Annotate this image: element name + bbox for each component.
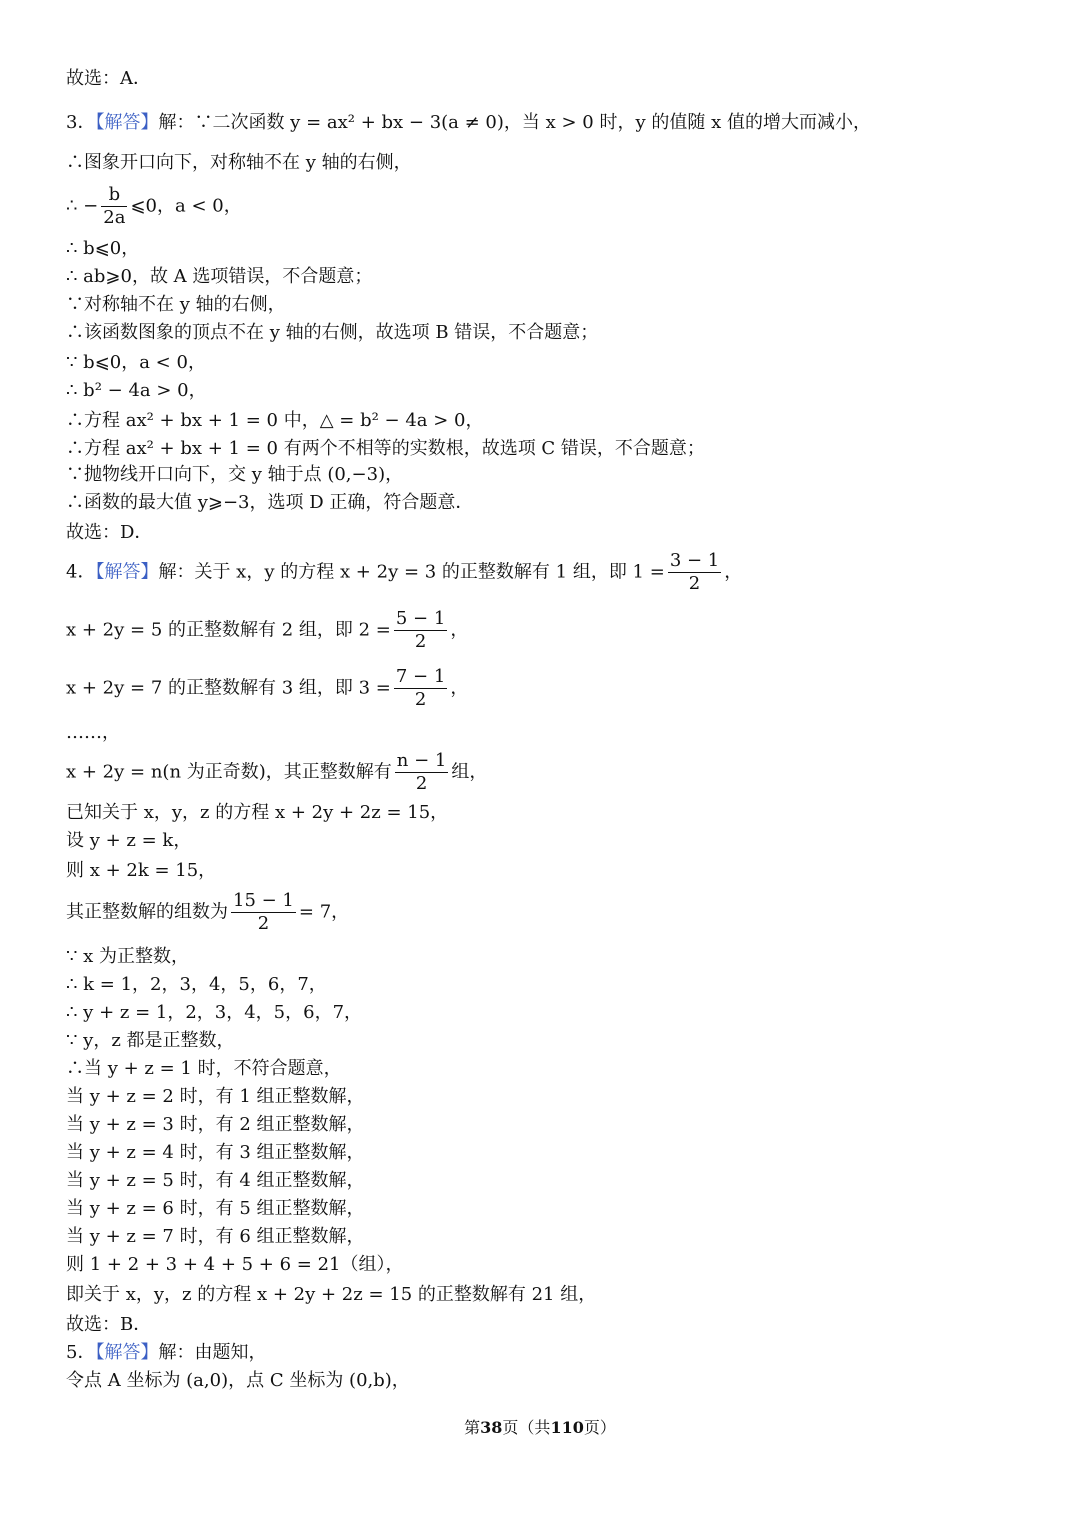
answer-tag: 【解答】 — [95, 561, 159, 583]
text-line: ∴方程 ax² + bx + 1 = 0 有两个不相等的实数根，故选项 C 错误，不合题意； — [66, 438, 705, 459]
text-line: 故选：A． — [66, 68, 151, 89]
answer-tag: 【解答】 — [95, 1342, 159, 1363]
fraction: $\frac{n - 1}{2}$ — [396, 750, 447, 794]
text-line: 当 y + z = 3 时，有 2 组正整数解， — [66, 1114, 365, 1135]
text-line: ∴ b² − 4a > 0， — [66, 380, 207, 401]
page-footer: 第38页（共110页） — [464, 1418, 616, 1437]
text-line: 其正整数解的组数为 $\frac{15 - 1}{2}$ = 7， — [66, 890, 350, 934]
text-line: ∴函数的最大值 y⩾−3，选项 D 正确，符合题意． — [66, 492, 474, 513]
fraction: $\frac{7 - 1}{2}$ — [395, 666, 446, 710]
page-number: 38 — [480, 1418, 503, 1437]
text-line: ∴该函数图象的顶点不在 y 轴的右侧，故选项 B 错误，不合题意； — [66, 322, 599, 343]
text-line: 故选：B． — [66, 1314, 152, 1335]
fraction: $\frac{15 - 1}{2}$ — [233, 890, 294, 934]
question-4-header: 4．【解答】解：关于 x，y 的方程 x + 2y = 3 的正整数解有 1 组，即 1 = $\frac{3 - 1}{2}$ ， — [66, 550, 743, 594]
total-pages: 110 — [550, 1418, 584, 1437]
text-line: ∴ k = 1，2，3，4，5，6，7， — [66, 974, 327, 995]
question-5-header: 5．【解答】解：由题知， — [66, 1342, 267, 1363]
text-line: ∵对称轴不在 y 轴的右侧， — [66, 294, 286, 315]
fraction: $\frac{b}{2a}$ — [103, 184, 126, 228]
text-line: 设 y + z = k， — [66, 830, 192, 851]
text-line: ∴方程 ax² + bx + 1 = 0 中，△ = b² − 4a > 0， — [66, 410, 484, 431]
text-line: 则 x + 2k = 15， — [66, 860, 217, 881]
text-line: ∴ ab⩾0，故 A 选项错误，不合题意； — [66, 266, 373, 287]
text-line: 已知关于 x，y，z 的方程 x + 2y + 2z = 15， — [66, 802, 449, 823]
text-line: 当 y + z = 6 时，有 5 组正整数解， — [66, 1198, 365, 1219]
text-line: x + 2y = n(n 为正奇数)，其正整数解有 $\frac{n - 1}{2}$ 组， — [66, 750, 488, 794]
text-line: ∵ x 为正整数， — [66, 946, 190, 967]
text-line: 则 1 + 2 + 3 + 4 + 5 + 6 = 21（组）， — [66, 1254, 404, 1275]
text-line: 当 y + z = 5 时，有 4 组正整数解， — [66, 1170, 365, 1191]
text-line: ∴ b⩽0， — [66, 238, 140, 259]
text-line: x + 2y = 7 的正整数解有 3 组，即 3 = $\frac{7 - 1}{2}$ ， — [66, 666, 469, 710]
text-line: ∵ y，z 都是正整数， — [66, 1030, 235, 1051]
fraction: $\frac{5 - 1}{2}$ — [395, 608, 446, 652]
text-line: 故选：D． — [66, 522, 153, 543]
answer-tag: 【解答】 — [95, 112, 159, 133]
text-line: 当 y + z = 2 时，有 1 组正整数解， — [66, 1086, 365, 1107]
text-line: 令点 A 坐标为 (a,0)，点 C 坐标为 (0,b)， — [66, 1370, 410, 1391]
fraction: $\frac{3 - 1}{2}$ — [669, 550, 720, 594]
text-line: ∵ b⩽0，a < 0， — [66, 352, 206, 373]
text-line: ∴当 y + z = 1 时，不符合题意， — [66, 1058, 342, 1079]
question-3-header: 3．【解答】解：∵二次函数 y = ax² + bx − 3(a ≠ 0)，当 x > 0 时，y 的值随 x 值的增大而减小， — [66, 112, 871, 133]
text-line: ∴ − $\frac{b}{2a}$ ⩽0，a < 0， — [66, 184, 242, 228]
text-line: ∴ y + z = 1，2，3，4，5，6，7， — [66, 1002, 363, 1023]
text-line: 即关于 x，y，z 的方程 x + 2y + 2z = 15 的正整数解有 21 组， — [66, 1284, 597, 1305]
text-line: ……， — [66, 722, 120, 743]
text-line: 当 y + z = 7 时，有 6 组正整数解， — [66, 1226, 365, 1247]
text-line: 当 y + z = 4 时，有 3 组正整数解， — [66, 1142, 365, 1163]
text-line: x + 2y = 5 的正整数解有 2 组，即 2 = $\frac{5 - 1}{2}$ ， — [66, 608, 469, 652]
text-line: ∴图象开口向下，对称轴不在 y 轴的右侧， — [66, 152, 412, 173]
text-line: ∵抛物线开口向下，交 y 轴于点 (0,−3)， — [66, 464, 404, 485]
